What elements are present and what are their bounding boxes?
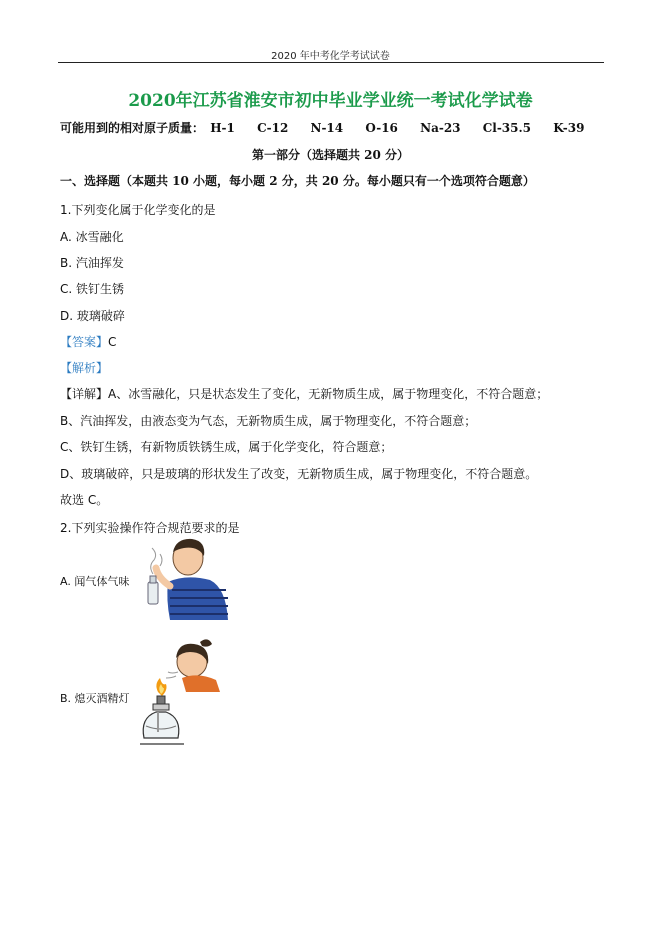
- q2-option-b: B. 熄灭酒精灯: [60, 692, 130, 705]
- atomic-mass-label: 可能用到的相对原子质量：: [60, 121, 205, 135]
- atomic-mass-item: Cl-35.5: [482, 121, 532, 135]
- q1-detail-c: C、铁钉生锈，有新物质铁锈生成，属于化学变化，符合题意；: [60, 440, 393, 454]
- q1-answer: [60, 333, 116, 350]
- q1-stem: 1.下列变化属于化学变化的是: [60, 203, 216, 217]
- atomic-mass-item: K-39: [553, 121, 585, 135]
- q1-conclusion: 故选 C。: [60, 493, 109, 507]
- analysis-tag: 【解析】: [60, 361, 109, 375]
- q1-option-d: D. 玻璃破碎: [60, 309, 125, 323]
- q1-detail-a: [60, 385, 548, 402]
- q1-detail-b: B、汽油挥发，由液态变为气态，无新物质生成，属于物理变化，不符合题意；: [60, 414, 477, 428]
- atomic-mass-line: [60, 119, 602, 136]
- q1-option-c: C. 铁钉生锈: [60, 282, 125, 296]
- atomic-mass-item: H-1: [210, 121, 235, 135]
- atomic-mass-item: N-14: [310, 121, 344, 135]
- page-header: 2020 年中考化学考试试卷: [271, 51, 390, 62]
- q2-option-a: A. 闻气体气味: [60, 575, 130, 588]
- atomic-mass-item: O-16: [365, 121, 398, 135]
- answer-tag: 【答案】: [60, 335, 109, 349]
- detail-tag: 【详解】: [60, 387, 109, 401]
- part-title: 第一部分（选择题共 20 分）: [251, 148, 410, 162]
- q1-option-b: B. 汽油挥发: [60, 256, 124, 270]
- header-divider: [58, 62, 604, 63]
- smelling-gas-illustration: [140, 536, 232, 620]
- detail-text: A、冰雪融化，只是状态发生了变化，无新物质生成，属于物理变化，不符合题意；: [108, 387, 549, 401]
- q1-option-a: A. 冰雪融化: [60, 230, 124, 244]
- atomic-mass-item: Na-23: [420, 121, 461, 135]
- q1-detail-d: D、玻璃破碎，只是玻璃的形状发生了改变，无新物质生成，属于物理变化，不符合题意。: [60, 467, 538, 481]
- answer-value: C: [108, 335, 117, 349]
- q2-stem: 2.下列实验操作符合规范要求的是: [60, 521, 240, 535]
- atomic-mass-item: C-12: [257, 121, 289, 135]
- page-title: 2020年江苏省淮安市初中毕业学业统一考试化学试卷: [128, 91, 533, 111]
- alcohol-lamp-illustration: [138, 634, 226, 752]
- section-title: 一、选择题（本题共 10 小题，每小题 2 分，共 20 分。每小题只有一个选项符合题意）: [60, 174, 535, 188]
